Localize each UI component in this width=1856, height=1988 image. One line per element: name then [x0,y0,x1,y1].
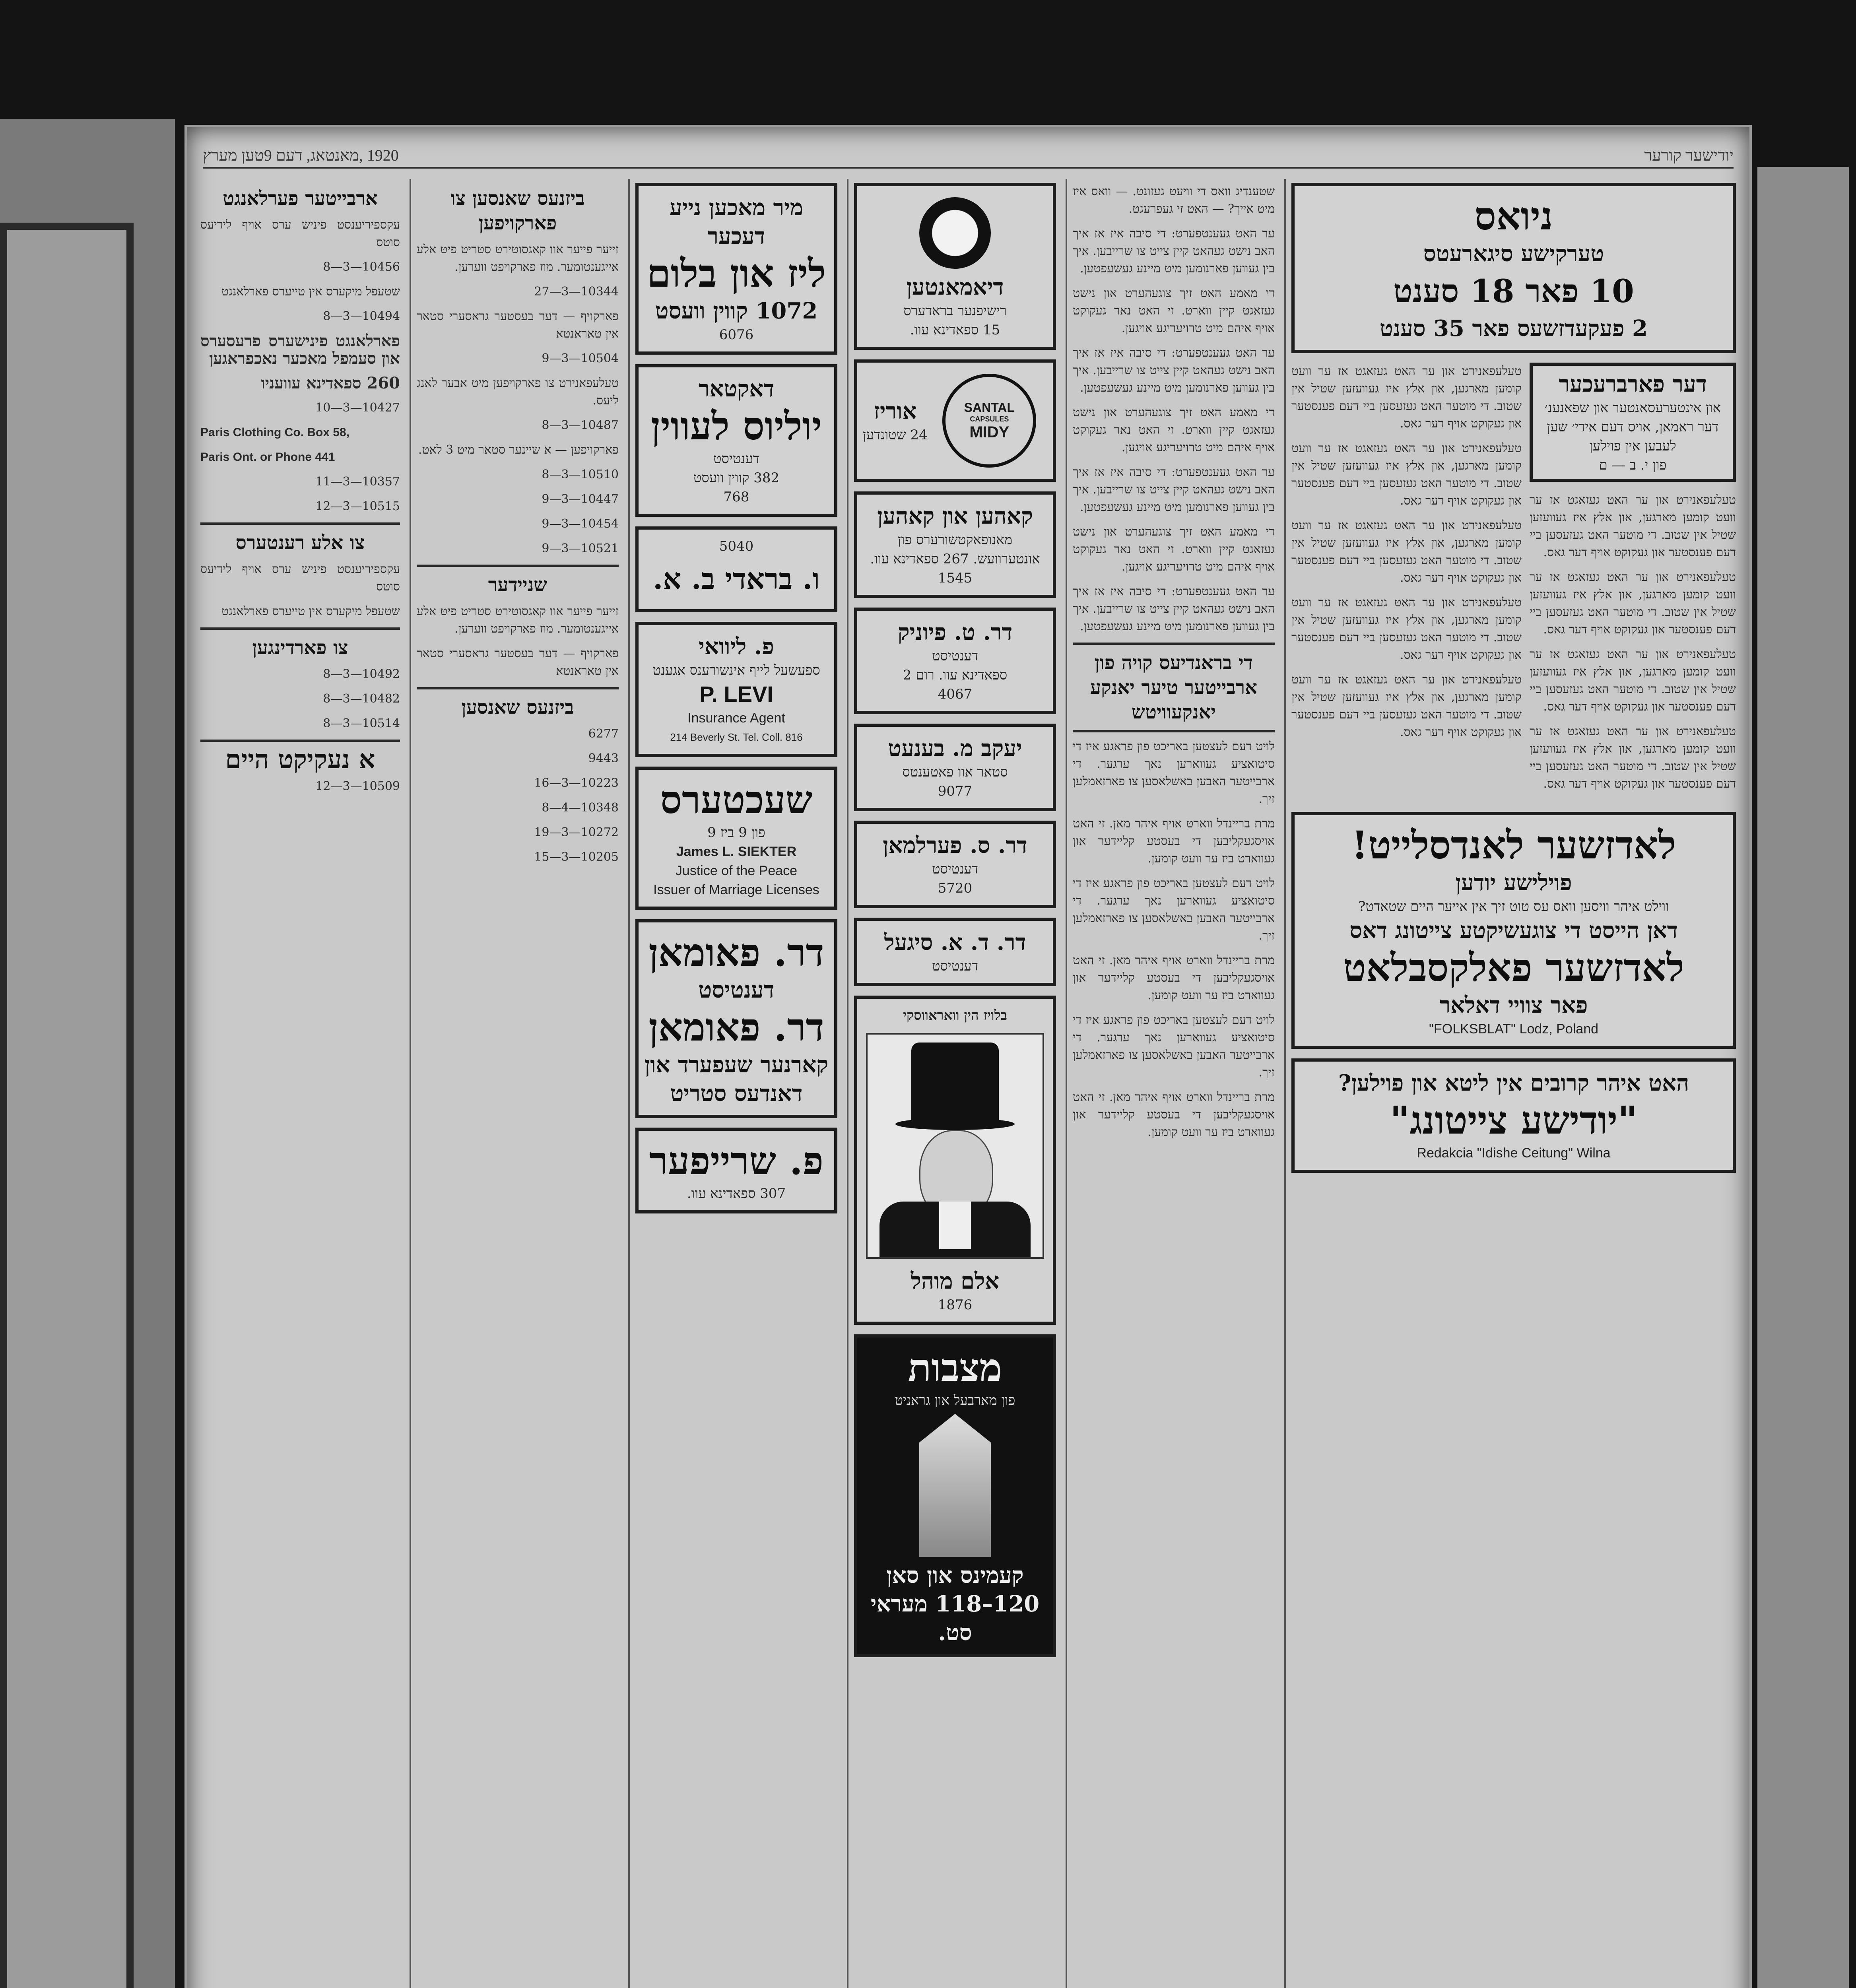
col2-text-4: ער האט געענטפערט: די סיבה איז אז איך האב נישט געהאט קיין צייט צו שרייבען. איך בין געווען פארנומען מיט מיינע געשעפטען. [1073,346,1275,395]
story-sub: און אינטערעסאנטער און שפאנענ׳ דער ראמאן, אויס דעם אידי׳ שען לעבען אין פוילען [1545,400,1721,454]
story-text-3: טעלעפאנירט און ער האט געזאגט אז ער וועט קומען מארגען, און אלץ איז געוועזען שטיל אין שטוב. די מוטער האט געזעסען ביי דעם פענסטער און געקוקט אויף דער גאס. [1529,647,1736,714]
fiunik-addr: ספאדינא עוו. רום 2 [903,667,1008,683]
col6-ad-2: שטעפל מיקערס אין טייערס פארלאנגט [221,285,400,299]
col2-text-6: ער האט געענטפערט: די סיבה איז אז איך האב נישט געהאט קיין צייט צו שרייבען. איך בין געווען פארנומען מיט מיינע געשעפטען. [1073,465,1275,514]
lodz-sub: פוילישע יודען [1455,870,1572,896]
col5-ad-0: זייער פייער אוו קאגסוטירט סטריט פיט אלע אייגענטומער. מוז פארקויפט ווערען. [417,243,619,274]
col2-text-13: לויט דעם לעצטען באריכט פון פראגע איז די סיטואציע געווארען נאך ערגער. די ארבייטער האבען באשלאסען צו פארזאמלען זיך. [1073,1013,1275,1079]
lodz-mid: דאן הייסט די צוגעשיקטע צייטונג דאס [1349,917,1678,944]
roofing-title: מיר מאכען נייע דעכער [669,194,804,249]
kahan-phone: 1545 [938,570,973,586]
column-1 [1284,179,1741,1988]
wilna-big: "יודישע צייטונג" [1390,1098,1638,1143]
levi-title: פ. ליוואי [699,633,774,660]
col6-ad-1: 10456—3—8 [323,260,400,274]
col5-phone-4: 10272—3—19 [534,825,619,839]
kahan-title: קאהען און קאהען [877,503,1033,529]
col6-text-a: עקספיריענסט פיניש ערס אויף לידיעס סוטס [200,562,400,594]
col5-phone-1: 9443 [588,751,619,765]
col2-text-2: ער האט געענטפערט: די סיבה איז אז איך האב נישט געהאט קיין צייט צו שרייבען. איך בין געווען פארנומען מיט מיינע געשעפטען. [1073,227,1275,276]
col2-text-5: די מאמע האט זיך צוגעהערט און נישט געזאגט קיין ווארט. זי האט נאר געקוקט אויף איהם מיט טרויעריגע אויגען. [1073,406,1275,454]
col5-ad-3: 10504—3—9 [542,351,619,365]
col5-ad-7: 10510—3—8 [542,468,619,481]
siegel-ad [854,918,1056,986]
col6-ad-6: 10427—3—10 [315,401,400,415]
siekter-latin-3: Issuer of Marriage Licenses [653,882,819,897]
story-text-5: טעלעפאנירט און ער האט געזאגט אז ער וועט קומען מארגען, און אלץ איז געוועזען שטיל אין שטוב. די מוטער האט געזעסען ביי דעם פענסטער און געקוקט אויף דער גאס. [1291,364,1522,431]
column-6 [195,179,406,1988]
col5-phone-2: 10223—3—16 [534,776,619,790]
monument-icon [919,1414,991,1557]
mohel-title: בלויז הין וואראווסקי [903,1008,1007,1023]
story-text-4: טעלעפאנירט און ער האט געזאגט אז ער וועט קומען מארגען, און אלץ איז געוועזען שטיל אין שטוב. די מוטער האט געזעסען ביי דעם פענסטער און געקוקט אויף דער גאס. [1529,724,1736,791]
shreiber-addr: 307 ספאדינא עוו. [687,1186,786,1202]
col5-ad-5: 10487—3—8 [542,418,619,432]
col6-section-3: צו פארדינגען [252,637,348,659]
col2-text-14: מרת בריינדל ווארט אויף איהר מאן. זי האט אויסגעקליבען די בעסטע קליידער און געווארט ביז ער וועט קומען. [1073,1090,1275,1139]
levi-sub: ספעשעל לייף אינשורענס אגענט [652,662,820,678]
col6-ad-9: 10357—3—11 [315,475,400,489]
kahan-text: מאנופאקטשורערס פון אונטערוועש. 267 ספאדינא עוו. [870,532,1040,567]
col5-ad-2: פארקויף — דער בעסטער גראסערי סטאר אין טאראנטא [417,309,619,341]
story-title: דער פארברעכער [1559,371,1707,397]
santal-capsule-icon [942,374,1036,468]
siekter-latin: James L. SIEKTER [676,844,797,859]
siegel-sub: דענטיסט [932,958,978,974]
portrait-collar [939,1202,971,1249]
lodz-text: ווילט איהר וויסען וואס עס טוט זיך אין אייער היים שטאדט? [1358,899,1669,914]
col6-ad-7: Paris Clothing Co. Box 58, [200,426,350,439]
story-box [1530,363,1736,482]
levin-sub: דענטיסט [713,451,759,467]
story-text-7: טעלעפאנירט און ער האט געזאגט אז ער וועט קומען מארגען, און אלץ איז געוועזען שטיל אין שטוב. די מוטער האט געזעסען ביי דעם פענסטער און געקוקט אויף דער גאס. [1291,518,1522,585]
ring-logo-icon [919,197,991,269]
story-column [1530,363,1736,800]
divider [200,522,400,525]
col5-phone-5: 10205—3—15 [534,850,619,864]
divider [1073,643,1275,645]
portrait-hat [911,1043,999,1122]
col2-text-10: מרת בריינדל ווארט אויף איהר מאן. זי האט אויסגעקליבען די בעסטע קליידער און געווארט ביז ער וועט קומען. [1073,817,1275,866]
col6-ad-5: 260 ספאדינא עוועניו [261,374,400,392]
col2-text-8: ער האט געענטפערט: די סיבה איז אז איך האב נישט געהאט קיין צייט צו שרייבען. איך בין געווען פארנומען מיט מיינע געשעפטען. [1073,584,1275,633]
roofing-addr: 1072 קווין וועסט [655,298,818,324]
col2-text-3: די מאמע האט זיך צוגעהערט און נישט געזאגט קיין ווארט. זי האט נאר געקוקט אויף איהם מיט טרויעריגע אויגען. [1073,286,1275,335]
lodz-price: פאר צוויי דאלאר [1439,992,1588,1018]
monuments-sub: פון מארבעל און גראניט [895,1392,1015,1408]
benet-sub: סטאר אוו פאטענטס [902,764,1008,780]
col5-text-b: פארקויף — דער בעסטער גראסערי סטאר אין טאראנטא [417,646,619,678]
fiunik-title: דר. ט. פיוניק [897,619,1013,645]
siekter-latin-2: Justice of the Peace [675,863,798,878]
divider [417,565,619,567]
perlman-phone: 5720 [938,880,973,896]
col2-text-1: שטענדיג וואס די וויעט געזונט. — וואס איז מיט אייך? — האט זי געפרעגט. [1073,184,1275,216]
col2-headline: די בראנדיעס קויה פון ארבייטער טיער יאנקע יאנקעוויטש [1090,652,1258,723]
story-continuation [1291,363,1522,800]
oriz-text: 24 שטונדען [863,427,928,443]
col6-ad-4: פארלאנגט פינישערס פרעסערס און סעמפל מאכער נאכפראגען [200,332,400,368]
wilna-ad [1291,1058,1736,1173]
fiunik-ad [854,608,1056,714]
page-header [203,143,1734,169]
shreiber-ad [635,1128,837,1213]
brady-title: ו. בראדי ב. א. [653,562,820,596]
monuments-ad [854,1334,1056,1657]
newspaper-page [187,127,1749,1988]
diamonds-title: דיאמאנטען [906,274,1004,300]
levin-title: דאקטאר [698,376,775,402]
diamonds-ad [854,183,1056,350]
col5-ad-1: 10344—3—27 [534,285,619,299]
pauman-title: דר. פאומאן [648,930,824,975]
col5-phone-3: 10348—4—8 [542,801,619,815]
levi-ad [635,622,837,757]
perlman-title: דר. ס. פערלמאן [883,832,1027,858]
levin-ad [635,364,837,517]
santal-mid: CAPSULES [970,415,1009,423]
monuments-addr: 120–118 מעראי סט. [870,1591,1040,1646]
col5-section-2: שניידער [488,574,547,596]
column-2 [1066,179,1280,1988]
mohel-name: אלם מוהל [911,1268,1000,1294]
column-5 [410,179,624,1988]
diamonds-addr: 15 ספאדינא עוו. [910,322,1000,338]
perlman-sub: דענטיסט [932,861,978,877]
lodz-big: לאדזשער פאלקסבלאט [1343,945,1684,990]
benet-ad [854,724,1056,811]
levi-latin: P. LEVI [699,681,773,707]
perlman-ad [854,821,1056,908]
col6-phone-3: 10509—3—12 [315,779,400,793]
col5-section-3: ביזנעס שאנסען [461,696,574,718]
niuas-line3: 2 פעקעדזשעס פאר 35 סענט [1380,315,1648,342]
header-right: יודישער קורער [1644,146,1734,164]
santal-bot: MIDY [969,423,1010,441]
adjacent-page-frame [0,223,134,1988]
col5-section: ביזנעס שאנסען צו פארקויפען [450,187,585,234]
divider [1073,730,1275,732]
col5-ad-10: 10521—3—9 [542,542,619,555]
brady-ad [635,526,837,612]
story-text-6: טעלעפאנירט און ער האט געזאגט אז ער וועט קומען מארגען, און אלץ איז געוועזען שטיל אין שטוב. די מוטער האט געזעסען ביי דעם פענסטער און געקוקט אויף דער גאס. [1291,441,1522,508]
oriz-title: אוריז [874,398,917,424]
levi-latin-3: 214 Beverly St. Tel. Coll. 816 [670,731,803,743]
benet-title: יעקב מ. בענעט [888,735,1022,761]
fiunik-sub: דענטיסט [932,648,978,664]
pauman-sub: דענטיסט [698,977,775,1003]
divider [200,627,400,630]
col5-ad-9: 10454—3—9 [542,517,619,531]
divider [200,740,400,742]
col2-text-7: די מאמע האט זיך צוגעהערט און נישט געזאגט קיין ווארט. זי האט נאר געקוקט אויף איהם מיט טרויעריגע אויגען. [1073,525,1275,574]
levin-phone: 768 [723,489,749,505]
roofing-ad [635,183,837,355]
roofing-big: ליז און בלום [647,251,826,296]
roofing-phone: 6076 [719,327,754,343]
diamonds-sub: רישיפנער בראדערס [903,303,1007,319]
col6-section-2: צו אלע רענטערס [235,532,365,554]
lodz-latin: "FOLKSBLAT" Lodz, Poland [1429,1021,1599,1037]
mohel-phone: 1876 [938,1297,973,1313]
pauman-ad [635,919,837,1118]
story-text-1: טעלעפאנירט און ער האט געזאגט אז ער וועט קומען מארגען, און אלץ איז געוועזען שטיל אין שטוב. די מוטער האט געזעסען ביי דעם פענסטער און געקוקט אויף דער גאס. [1529,493,1736,559]
column-4 [628,179,843,1988]
levin-name: יוליוס לעווין [650,404,822,448]
col5-ad-4: טעלעפאנירט צו פארקויפען מיט אבער לאנג ליעס. [417,376,619,408]
niuas-ad [1291,183,1736,353]
levi-latin-2: Insurance Agent [687,711,785,726]
col6-section: ארבייטער פערלאנגט [223,187,378,210]
wilna-latin: Redakcia "Idishe Ceitung" Wilna [1417,1145,1611,1161]
col6-phone-0: 10492—3—8 [323,667,400,681]
niuas-title: ניואס [1474,194,1553,239]
niuas-line1: טערקישע סיגארעטס [1423,241,1604,267]
fiunik-phone: 4067 [938,686,973,702]
benet-phone: 9077 [938,783,973,799]
adjacent-page-edge [1757,167,1849,1988]
mohel-portrait [866,1033,1044,1259]
adjacent-page-strip [0,119,175,1988]
lodz-ad [1291,812,1736,1049]
lodz-title: לאדזשער לאנדסלייט! [1351,823,1676,868]
levin-addr: 382 קווין וועסט [693,470,780,486]
col6-phone-2: 10514—3—8 [323,716,400,730]
col2-text-12: מרת בריינדל ווארט אויף איהר מאן. זי האט אויסגעקליבען די בעסטע קליידער און געווארט ביז ער וועט קומען. [1073,953,1275,1002]
pauman-name: דר. פאומאן [648,1005,824,1050]
column-3 [847,179,1062,1988]
col2-text-11: לויט דעם לעצטען באריכט פון פראגע איז די סיטואציע געווארען נאך ערגער. די ארבייטער האבען באשלאסען צו פארזאמלען זיך. [1073,876,1275,943]
shreiber-title: פ. שרייפער [649,1138,824,1183]
col6-ad-8: Paris Ont. or Phone 441 [200,450,335,464]
niuas-line2: 10 פאר 18 סענט [1393,272,1634,310]
brady-phone: 5040 [719,538,754,554]
siekter-sub: פון 9 ביז 9 [707,825,765,841]
story-text-9: טעלעפאנירט און ער האט געזאגט אז ער וועט קומען מארגען, און אלץ איז געוועזען שטיל אין שטוב. די מוטער האט געזעסען ביי דעם פענסטער און געקוקט אויף דער גאס. [1291,673,1522,739]
monuments-name: קעמינס און סאן [886,1562,1024,1588]
pauman-addr: קארנער שעפערד און דאנדעס סטריט [644,1052,829,1107]
monuments-title: מצבות [908,1345,1002,1390]
col6-ad-10: 10515—3—12 [315,499,400,513]
kahan-ad [854,491,1056,598]
col5-ad-6: פארקויפען — א שיינער סטאר מיט 3 לאט. [418,443,619,457]
story-text-2: טעלעפאנירט און ער האט געזאגט אז ער וועט קומען מארגען, און אלץ איז געוועזען שטיל אין שטוב. די מוטער האט געזעסען ביי דעם פענסטער און געקוקט אויף דער גאס. [1529,570,1736,637]
col5-ad-8: 10447—3—9 [542,492,619,506]
col2-text-9: לויט דעם לעצטען באריכט פון פראגע איז די סיטואציע געווארען נאך ערגער. די ארבייטער האבען באשלאסען צו פארזאמלען זיך. [1073,740,1275,806]
siekter-ad [635,767,837,910]
story-author: פון י. ב — ם [1599,457,1667,473]
col6-section-4: א נעקיקט היים [225,745,375,775]
divider [417,687,619,689]
col6-phone-1: 10482—3—8 [323,692,400,706]
header-left: 1920 ,מאנטאג, דעם 9טען מערץ [203,146,399,164]
santal-top: SANTAL [964,400,1015,415]
col5-text-a: זייער פייער אוו קאגסוטירט סטריט פיט אלע אייגענטומער. מוז פארקויפט ווערען. [417,604,619,636]
col6-text-b: שטעפל מיקערס אין טייערס פארלאנגט [221,604,400,618]
mohel-ad [854,996,1056,1325]
santal-ad [854,359,1056,482]
story-text-8: טעלעפאנירט און ער האט געזאגט אז ער וועט קומען מארגען, און אלץ איז געוועזען שטיל אין שטוב. די מוטער האט געזעסען ביי דעם פענסטער און געקוקט אויף דער גאס. [1291,596,1522,662]
portrait-hat-brim [895,1118,1015,1130]
wilna-title: האט איהר קרובים אין ליטא און פוילען? [1338,1070,1689,1096]
col6-ad-3: 10494—3—8 [323,309,400,323]
siekter-title: שעכטערס [660,777,813,822]
col6-ad-0: עקספיריענסט פיניש ערס אויף לידיעס סוטס [200,218,400,249]
col5-phone-0: 6277 [588,727,619,741]
siegel-title: דר. ד. א. סיגעל [884,929,1026,955]
